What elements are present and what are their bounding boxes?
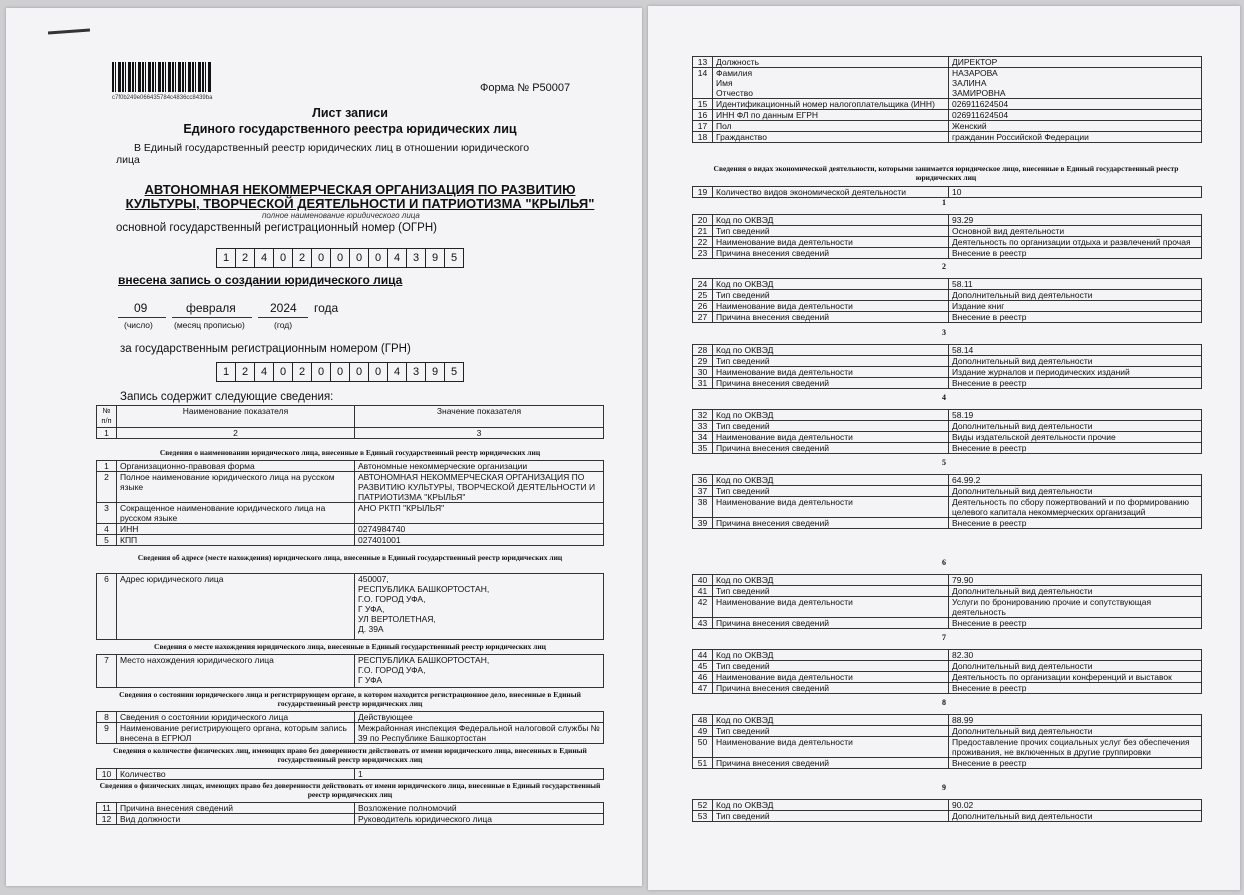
row-value: Предоставление прочих социальных услуг без обеспечения проживания, не включенных в другие группировки [949,737,1202,758]
row-label: Тип сведений [713,661,949,672]
row-number: 42 [693,597,713,618]
digit-cell: 0 [349,362,369,382]
okved-group-table [692,344,1202,389]
row-number: 8 [97,712,117,723]
ogrn-digits [216,248,463,268]
row-label: Код по ОКВЭД [713,215,949,226]
row-number: 22 [693,237,713,248]
row-label: Код по ОКВЭД [713,410,949,421]
row-value: Внесение в реестр [949,378,1202,389]
row-label: Идентификационный номер налогоплательщика (ИНН) [713,99,949,110]
row-number: 3 [97,503,117,524]
row-label: Сокращенное наименование юридического лица на русском языке [117,503,355,524]
person-table [96,802,604,825]
row-value: Дополнительный вид деятельности [949,486,1202,497]
row-number: 1 [97,461,117,472]
row-number: 26 [693,301,713,312]
group-number: 8 [942,698,946,707]
digit-cell: 1 [216,248,236,268]
row-label: Причина внесения сведений [713,518,949,529]
row-value: Деятельность по организации отдыха и развлечений прочая [949,237,1202,248]
row-number: 45 [693,661,713,672]
row-value: Межрайонная инспекция Федеральной налоговой службы № 39 по Республике Башкортостан [355,723,604,744]
col-index: 1 [97,428,117,439]
row-number: 28 [693,345,713,356]
digit-cell: 4 [254,362,274,382]
row-label: Наименование вида деятельности [713,737,949,758]
row-value: 88.99 [949,715,1202,726]
row-label: Код по ОКВЭД [713,575,949,586]
row-value: 027401001 [355,535,604,546]
group-number: 7 [942,633,946,642]
digit-cell: 0 [368,248,388,268]
digit-cell: 3 [406,248,426,268]
digit-cell: 2 [235,362,255,382]
row-value: Деятельность по сбору пожертвований и по формированию целевого капитала некоммерческих организаций [949,497,1202,518]
row-value: 026911624504 [949,99,1202,110]
row-number: 27 [693,312,713,323]
digit-cell: 4 [254,248,274,268]
row-number: 6 [97,574,117,640]
row-label: Причина внесения сведений [713,618,949,629]
group-number: 5 [942,458,946,467]
row-value: 1 [355,769,604,780]
row-label: Гражданство [713,132,949,143]
ogrn-label: основной государственный регистрационный номер (ОГРН) [116,222,437,234]
row-value: Дополнительный вид деятельности [949,811,1202,822]
row-label: Тип сведений [713,290,949,301]
row-number: 41 [693,586,713,597]
row-value: 58.19 [949,410,1202,421]
section-heading: Сведения о физических лицах, имеющих право без доверенности действовать от имени юридического лица, внесенные в Единый государственный реестр юридических лиц [99,781,601,799]
row-number: 37 [693,486,713,497]
org-caption: полное наименование юридического лица [262,211,420,220]
intro-text: В Единый государственный реестр юридических лиц в отношении юридического [134,142,530,154]
address-table [96,573,604,640]
group-number: 2 [942,262,946,271]
director-table [692,56,1202,143]
row-number: 29 [693,356,713,367]
row-label: Тип сведений [713,226,949,237]
title-line-2: Единого государственного реестра юридических лиц [183,122,517,136]
name-table [96,460,604,546]
row-label: Код по ОКВЭД [713,650,949,661]
row-label: ИНН ФЛ по данным ЕГРН [713,110,949,121]
row-number: 21 [693,226,713,237]
row-number: 17 [693,121,713,132]
row-number: 4 [97,524,117,535]
org-name-line-1: АВТОНОМНАЯ НЕКОММЕРЧЕСКАЯ ОРГАНИЗАЦИЯ ПО РАЗВИТИЮ [144,182,576,197]
row-label: Код по ОКВЭД [713,345,949,356]
row-value: НАЗАРОВА ЗАЛИНА ЗАМИРОВНА [949,68,1202,99]
row-label: Наименование вида деятельности [713,237,949,248]
row-number: 43 [693,618,713,629]
row-number: 40 [693,575,713,586]
digit-cell: 4 [387,248,407,268]
row-number: 35 [693,443,713,454]
row-label: Сведения о состоянии юридического лица [117,712,355,723]
row-label: Причина внесения сведений [117,803,355,814]
group-number: 4 [942,393,946,402]
digit-cell: 3 [406,362,426,382]
row-label: Причина внесения сведений [713,443,949,454]
row-value: Руководитель юридического лица [355,814,604,825]
okved-group-table [692,799,1202,822]
row-number: 19 [693,187,713,198]
form-number: Форма № Р50007 [480,82,571,94]
digit-cell: 2 [292,248,312,268]
row-number: 13 [693,57,713,68]
row-value: Виды издательской деятельности прочие [949,432,1202,443]
row-label: Тип сведений [713,726,949,737]
row-value: Издание книг [949,301,1202,312]
row-value: 82.30 [949,650,1202,661]
row-value: 0274984740 [355,524,604,535]
row-label: Причина внесения сведений [713,683,949,694]
row-value: РЕСПУБЛИКА БАШКОРТОСТАН, Г.О. ГОРОД УФА, Г УФА [355,655,604,688]
row-label: Наименование вида деятельности [713,597,949,618]
okved-group-table [692,474,1202,529]
row-value: Внесение в реестр [949,312,1202,323]
row-number: 38 [693,497,713,518]
row-number: 47 [693,683,713,694]
row-label: Организационно-правовая форма [117,461,355,472]
row-value: Деятельность по организации конференций и выставок [949,672,1202,683]
okved-group-table [692,214,1202,259]
row-number: 31 [693,378,713,389]
row-value: 450007, РЕСПУБЛИКА БАШКОРТОСТАН, Г.О. ГОРОД УФА, Г УФА, УЛ ВЕРТОЛЕТНАЯ, Д. 39А [355,574,604,640]
org-name-line-2: КУЛЬТУРЫ, ТВОРЧЕСКОЙ ДЕЯТЕЛЬНОСТИ И ПАТРИОТИЗМА "КРЫЛЬЯ" [125,196,595,211]
row-value: 64.99.2 [949,475,1202,486]
section-heading: Сведения об адресе (месте нахождения) юридического лица, внесенные в Единый государственный реестр юридических лиц [137,553,563,562]
row-number: 18 [693,132,713,143]
row-value: 10 [949,187,1202,198]
row-number: 23 [693,248,713,259]
row-value: 93.29 [949,215,1202,226]
row-number: 39 [693,518,713,529]
group-number: 1 [942,198,946,207]
count-table [96,768,604,780]
row-label: Причина внесения сведений [713,758,949,769]
contains-label: Запись содержит следующие сведения: [120,391,334,403]
row-value: гражданин Российской Федерации [949,132,1202,143]
col-number-header: № п/п [97,406,117,428]
row-value: Автономные некоммерческие организации [355,461,604,472]
group-number: 6 [942,558,946,567]
row-number: 14 [693,68,713,99]
row-number: 7 [97,655,117,688]
row-number: 52 [693,800,713,811]
section-heading: Сведения о количестве физических лиц, имеющих право без доверенности действовать от имени юридического лица, внесенных в Единый государственный реестр юридических лиц [113,746,587,764]
row-label: Наименование вида деятельности [713,497,949,518]
row-label: Должность [713,57,949,68]
row-label: Наименование вида деятельности [713,301,949,312]
row-label: Пол [713,121,949,132]
row-label: Полное наименование юридического лица на русском языке [117,472,355,503]
row-label: Количество видов экономической деятельности [713,187,949,198]
row-label: Код по ОКВЭД [713,715,949,726]
row-number: 44 [693,650,713,661]
barcode-text: c7f0b249e066435784c4836cc8439ba [112,95,213,101]
col-value-header: Значение показателя [355,406,604,428]
row-number: 24 [693,279,713,290]
grn-digits [216,362,463,382]
row-label: Наименование вида деятельности [713,672,949,683]
date-month: февраля [186,301,236,315]
okved-group-table [692,649,1202,694]
row-value: 58.14 [949,345,1202,356]
date-year-word: года [314,301,339,315]
col-index: 3 [355,428,604,439]
row-value: Дополнительный вид деятельности [949,586,1202,597]
row-value: Основной вид деятельности [949,226,1202,237]
row-number: 48 [693,715,713,726]
row-value: Внесение в реестр [949,683,1202,694]
digit-cell: 2 [235,248,255,268]
row-label: ИНН [117,524,355,535]
group-number: 9 [942,783,946,792]
digit-cell: 0 [349,248,369,268]
date-year: 2024 [270,301,297,315]
row-number: 36 [693,475,713,486]
row-label: Код по ОКВЭД [713,279,949,290]
barcode [112,62,212,92]
digit-cell: 0 [273,362,293,382]
row-value: ДИРЕКТОР [949,57,1202,68]
digit-cell: 0 [368,362,388,382]
digit-cell: 0 [330,248,350,268]
row-label: Фамилия Имя Отчество [713,68,949,99]
col-name-header: Наименование показателя [117,406,355,428]
row-label: Код по ОКВЭД [713,800,949,811]
okved-count-table [692,186,1202,198]
digit-cell: 0 [311,248,331,268]
row-number: 20 [693,215,713,226]
row-value: Возложение полномочий [355,803,604,814]
row-label: Тип сведений [713,586,949,597]
digit-cell: 5 [444,362,464,382]
row-label: Причина внесения сведений [713,312,949,323]
row-label: Место нахождения юридического лица [117,655,355,688]
digit-cell: 4 [387,362,407,382]
row-number: 49 [693,726,713,737]
intro-text-2: лица [116,154,140,166]
row-label: Вид должности [117,814,355,825]
digit-cell: 0 [330,362,350,382]
row-number: 2 [97,472,117,503]
row-number: 46 [693,672,713,683]
section-heading: Сведения о месте нахождения юридического лица, внесенные в Единый государственный реестр юридических лиц [154,642,546,651]
row-number: 33 [693,421,713,432]
row-number: 30 [693,367,713,378]
row-value: Услуги по бронированию прочие и сопутствующая деятельность [949,597,1202,618]
row-value: Дополнительный вид деятельности [949,356,1202,367]
row-number: 32 [693,410,713,421]
digit-cell: 5 [444,248,464,268]
row-value: Внесение в реестр [949,758,1202,769]
row-label: Тип сведений [713,811,949,822]
grn-label: за государственным регистрационным номером (ГРН) [120,343,411,355]
row-label: Наименование регистрирующего органа, которым запись внесена в ЕГРЮЛ [117,723,355,744]
digit-cell: 0 [311,362,331,382]
row-number: 50 [693,737,713,758]
row-value: 026911624504 [949,110,1202,121]
row-label: Причина внесения сведений [713,248,949,259]
row-number: 34 [693,432,713,443]
section-heading: Сведения о видах экономической деятельности, которыми занимается юридическое лицо, внесенные в Единый государственный реестр юридических лиц [713,164,1179,182]
row-number: 11 [97,803,117,814]
digit-cell: 0 [273,248,293,268]
row-value: АВТОНОМНАЯ НЕКОММЕРЧЕСКАЯ ОРГАНИЗАЦИЯ ПО РАЗВИТИЮ КУЛЬТУРЫ, ТВОРЧЕСКОЙ ДЕЯТЕЛЬНОСТИ И ПАТРИОТИЗМА "КРЫЛЬЯ" [355,472,604,503]
section-heading: Сведения о состоянии юридического лица и регистрирующем органе, в котором находится регистрационное дело, внесенные в Единый государственный реестр юридических лиц [119,690,581,708]
row-value: Действующее [355,712,604,723]
row-label: Наименование вида деятельности [713,432,949,443]
row-value: 79.90 [949,575,1202,586]
okved-group-table [692,574,1202,629]
status-table [96,711,604,744]
row-label: Причина внесения сведений [713,378,949,389]
entry-text: внесена запись о создании юридического лица [118,273,403,287]
row-value: Внесение в реестр [949,518,1202,529]
month-caption: (месяц прописью) [174,320,245,330]
section-heading: Сведения о наименовании юридического лица, внесенные в Единый государственный реестр юридических лиц [159,448,541,457]
row-value: Издание журналов и периодических изданий [949,367,1202,378]
row-number: 5 [97,535,117,546]
row-value: Дополнительный вид деятельности [949,661,1202,672]
header-table [96,405,604,439]
digit-cell: 9 [425,248,445,268]
col-index: 2 [117,428,355,439]
location-table [96,654,604,688]
digit-cell: 9 [425,362,445,382]
row-number: 25 [693,290,713,301]
row-number: 9 [97,723,117,744]
group-number: 3 [942,328,946,337]
okved-group-table [692,714,1202,769]
row-number: 16 [693,110,713,121]
okved-group-table [692,278,1202,323]
date-day: 09 [134,301,148,315]
digit-cell: 1 [216,362,236,382]
year-caption: (год) [274,320,293,330]
title-line-1: Лист записи [312,106,388,120]
row-label: Тип сведений [713,421,949,432]
row-label: КПП [117,535,355,546]
row-value: Дополнительный вид деятельности [949,290,1202,301]
row-number: 51 [693,758,713,769]
row-label: Код по ОКВЭД [713,475,949,486]
day-caption: (число) [124,320,153,330]
row-label: Количество [117,769,355,780]
row-value: Женский [949,121,1202,132]
row-value: Внесение в реестр [949,443,1202,454]
row-number: 15 [693,99,713,110]
digit-cell: 2 [292,362,312,382]
row-label: Адрес юридического лица [117,574,355,640]
row-value: Внесение в реестр [949,618,1202,629]
row-number: 10 [97,769,117,780]
okved-group-table [692,409,1202,454]
row-value: Дополнительный вид деятельности [949,421,1202,432]
row-value: Дополнительный вид деятельности [949,726,1202,737]
row-value: Внесение в реестр [949,248,1202,259]
row-label: Тип сведений [713,356,949,367]
row-label: Тип сведений [713,486,949,497]
row-value: 90.02 [949,800,1202,811]
row-number: 12 [97,814,117,825]
row-number: 53 [693,811,713,822]
row-value: 58.11 [949,279,1202,290]
row-value: АНО РКТП "КРЫЛЬЯ" [355,503,604,524]
row-label: Наименование вида деятельности [713,367,949,378]
